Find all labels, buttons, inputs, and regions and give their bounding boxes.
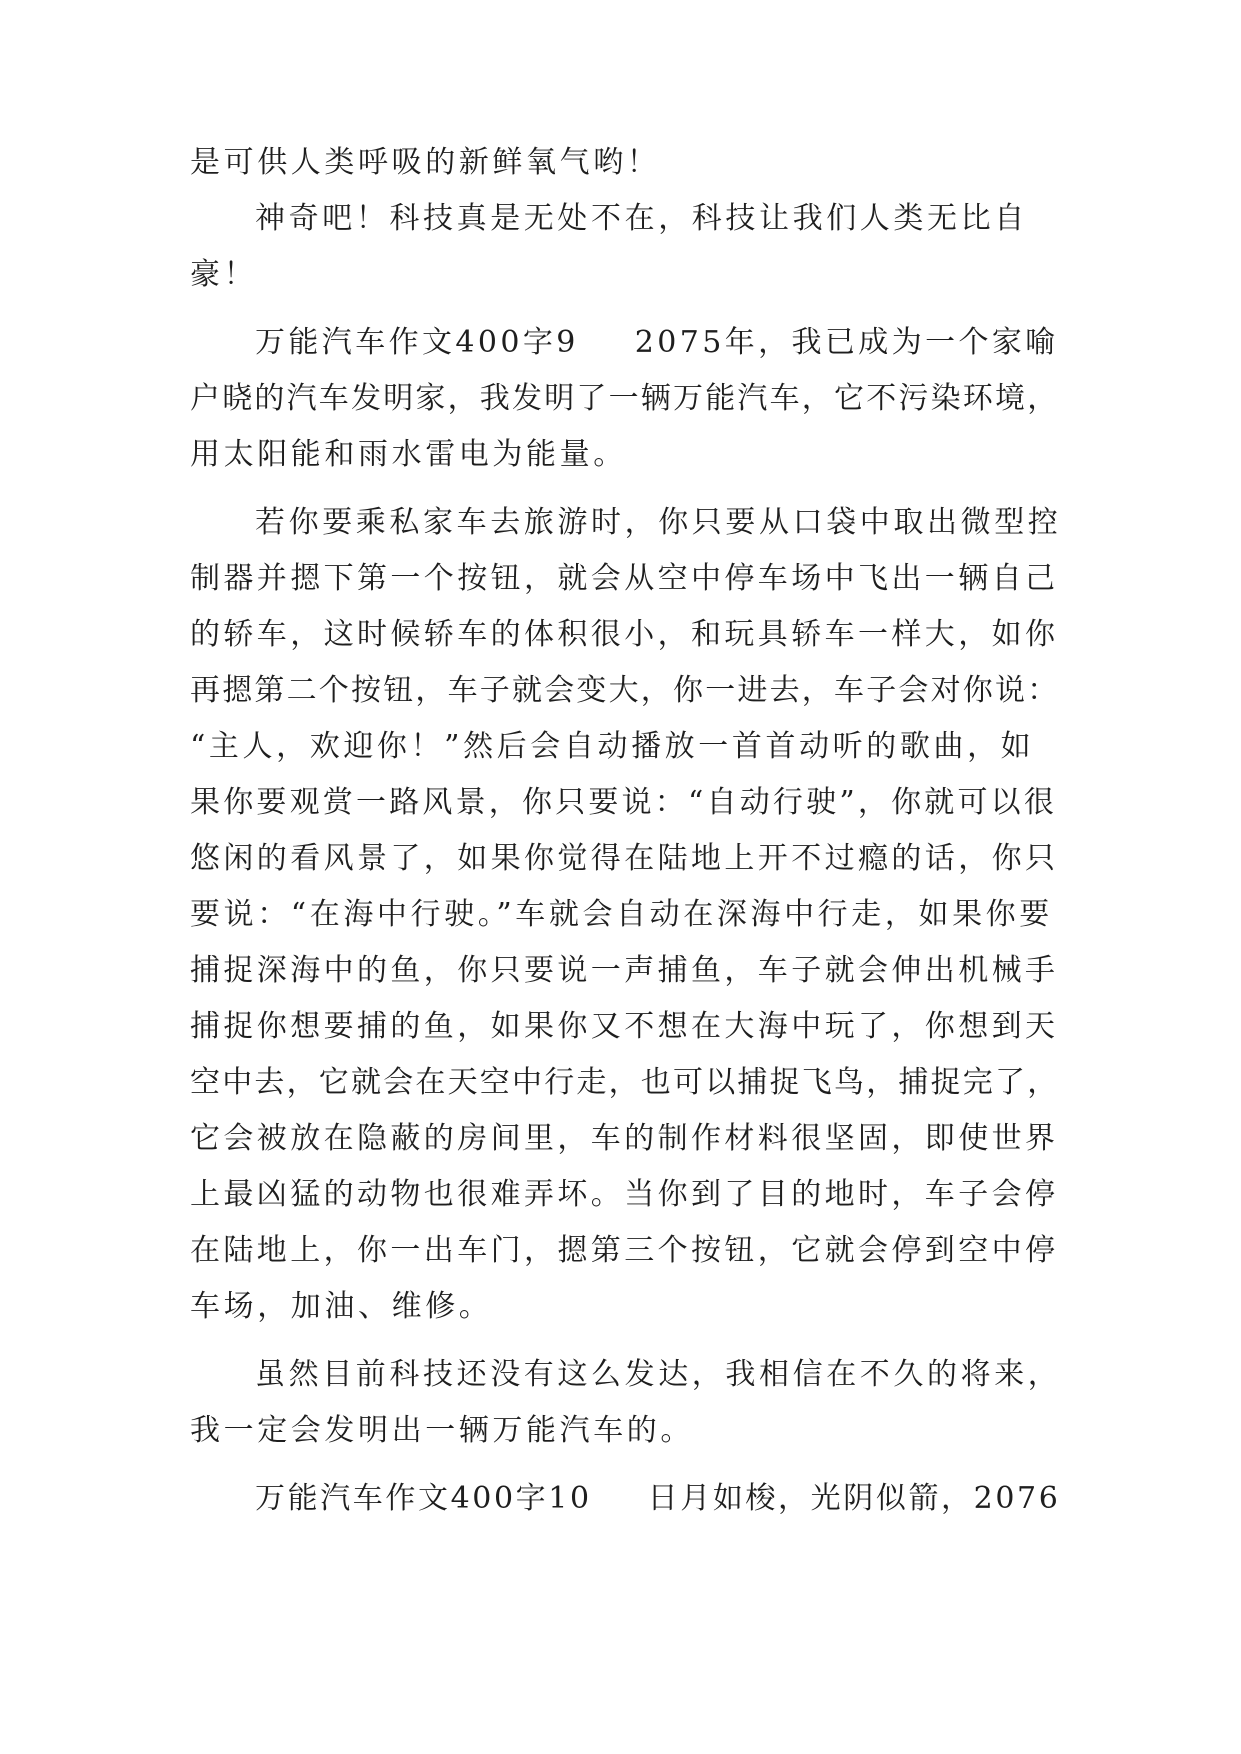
text-line: 果你要观赏一路风景，你只要说：“自动行驶”，你就可以很 <box>190 785 1058 820</box>
text-line: 上最凶猛的动物也很难弄坏。当你到了目的地时，车子会停 <box>190 1177 1059 1212</box>
text-line: 捕捉深海中的鱼，你只要说一声捕鱼，车子就会伸出机械手 <box>190 953 1059 988</box>
heading-line <box>255 313 1060 373</box>
essay-heading-9: 万能汽车作文400字9 <box>255 325 579 360</box>
text-line: 它会被放在隐蔽的房间里，车的制作材料很坚固，即使世界 <box>190 1121 1059 1156</box>
text-line: 若你要乘私家车去旅游时，你只要从口袋中取出微型控 <box>255 505 1062 540</box>
text-line: 捕捉你想要捕的鱼，如果你又不想在大海中玩了，你想到天 <box>190 1009 1059 1044</box>
text-line: 虽然目前科技还没有这么发达，我相信在不久的将来， <box>255 1357 1062 1392</box>
essay-heading-10: 万能汽车作文400字10 <box>255 1481 592 1516</box>
text-line: 车场，加油、维修。 <box>190 1289 493 1324</box>
heading-line <box>255 1469 1060 1529</box>
text-line: 空中去，它就会在天空中行走，也可以捕捉飞鸟，捕捉完了， <box>190 1065 1060 1100</box>
text-line: 在陆地上，你一出车门，摁第三个按钮，它就会停到空中停 <box>190 1233 1059 1268</box>
text-line: 豪！ <box>190 257 258 292</box>
text-line: 悠闲的看风景了，如果你觉得在陆地上开不过瘾的话，你只 <box>190 841 1059 876</box>
text-line: 用太阳能和雨水雷电为能量。 <box>190 437 627 472</box>
text-line: “主人，欢迎你！”然后会自动播放一首首动听的歌曲，如 <box>190 729 1035 764</box>
text-line: 要说：“在海中行驶。”车就会自动在深海中行走，如果你要 <box>190 897 1053 932</box>
text-line: 日月如梭，光阴似箭，2076 <box>647 1481 1061 1516</box>
text-line: 再摁第二个按钮，车子就会变大，你一进去，车子会对你说： <box>190 673 1060 708</box>
text-line: 是可供人类呼吸的新鲜氧气哟！ <box>190 145 661 180</box>
text-line: 我一定会发明出一辆万能汽车的。 <box>190 1413 694 1448</box>
text-line: 神奇吧！科技真是无处不在，科技让我们人类无比自 <box>255 201 1028 236</box>
text-line: 2075年，我已成为一个家喻 <box>634 325 1059 360</box>
text-line: 的轿车，这时候轿车的体积很小，和玩具轿车一样大，如你 <box>190 617 1059 652</box>
text-line: 户晓的汽车发明家，我发明了一辆万能汽车，它不污染环境， <box>190 381 1060 416</box>
text-line: 制器并摁下第一个按钮，就会从空中停车场中飞出一辆自己 <box>190 561 1059 596</box>
